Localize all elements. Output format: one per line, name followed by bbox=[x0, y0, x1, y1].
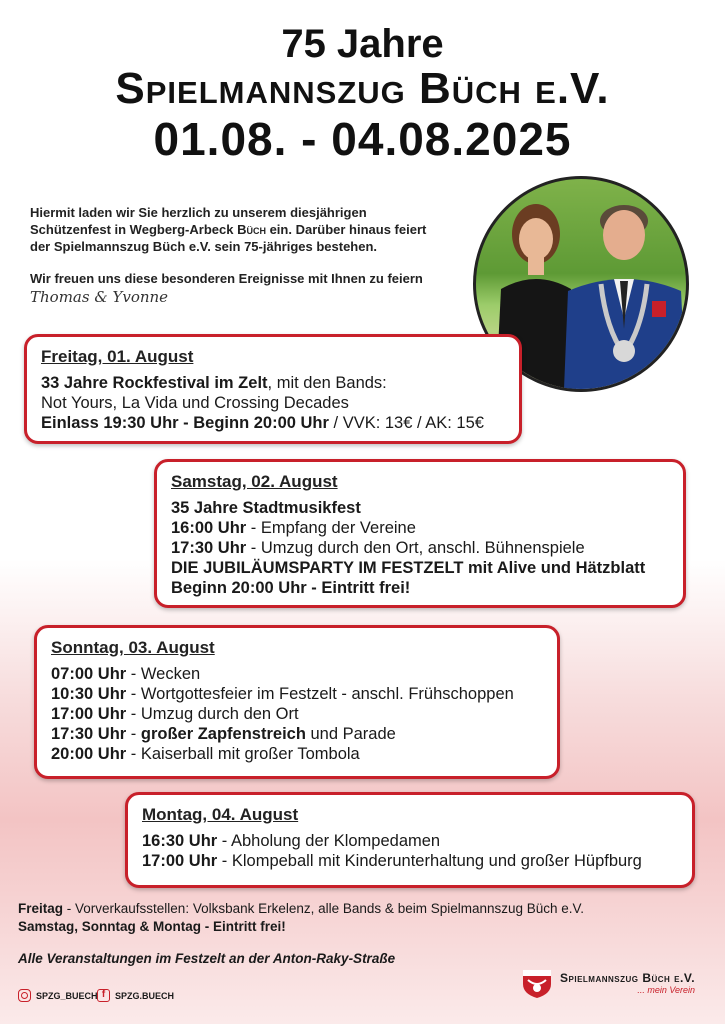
friday-bands: Not Yours, La Vida und Crossing Decades bbox=[41, 394, 349, 412]
instagram-handle: SPZG_BUECH bbox=[36, 990, 98, 1001]
logo-tagline: ... mein Verein bbox=[637, 985, 696, 995]
monday-heading: Montag, 04. August bbox=[142, 805, 299, 824]
sunday-time: 17:00 Uhr bbox=[51, 705, 127, 723]
saturday-party: DIE JUBILÄUMSPARTY IM FESTZELT mit Alive und Hätzblatt bbox=[171, 559, 646, 577]
monday-text: - Klompeball mit Kinderunterhaltung und großer Hüpfburg bbox=[217, 852, 642, 870]
friday-times: Einlass 19:30 Uhr - Beginn 20:00 Uhr bbox=[41, 414, 329, 432]
intro-buech: Büch bbox=[237, 222, 266, 237]
sunday-time: 20:00 Uhr bbox=[51, 745, 127, 763]
saturday-time-2: 17:30 Uhr bbox=[171, 539, 247, 557]
signature: Thomas & Yvonne bbox=[30, 288, 169, 306]
sunday-text: - Wortgottesfeier im Festzelt - anschl. Frühschoppen bbox=[126, 685, 514, 703]
friday-event-title-rest: , mit den Bands: bbox=[267, 374, 387, 392]
intro-line-1: Hiermit laden wir Sie herzlich zu unserem diesjährigen bbox=[30, 205, 367, 220]
sunday-text: - Kaiserball mit großer Tombola bbox=[126, 745, 360, 763]
sunday-zapfenstreich: großer Zapfenstreich bbox=[140, 725, 306, 743]
friday-heading: Freitag, 01. August bbox=[41, 347, 194, 366]
saturday-time-1: 16:00 Uhr bbox=[171, 519, 247, 537]
facebook-link[interactable] bbox=[97, 989, 174, 1002]
friday-prices: / VVK: 13€ / AK: 15€ bbox=[328, 414, 484, 432]
saturday-text-2: - Umzug durch den Ort, anschl. Bühnenspiele bbox=[246, 539, 585, 557]
sunday-text-rest: und Parade bbox=[305, 725, 396, 743]
sunday-time: 17:30 Uhr bbox=[51, 725, 127, 743]
sunday-text: - bbox=[126, 725, 141, 743]
sunday-box bbox=[34, 625, 560, 779]
footer-friday: Freitag bbox=[18, 901, 64, 916]
instagram-link[interactable] bbox=[18, 989, 98, 1002]
title-dates: 01.08. - 04.08.2025 bbox=[153, 113, 572, 165]
intro-line-2: Schützenfest in Wegberg-Arbeck bbox=[30, 222, 238, 237]
friday-box bbox=[24, 334, 522, 444]
facebook-handle: SPZG.BUECH bbox=[115, 990, 175, 1001]
monday-time: 16:30 Uhr bbox=[142, 832, 218, 850]
monday-text: - Abholung der Klompedamen bbox=[217, 832, 441, 850]
saturday-event-title: 35 Jahre Stadtmusikfest bbox=[171, 499, 361, 517]
sunday-text: - Umzug durch den Ort bbox=[126, 705, 299, 723]
intro-line-2-end: ein. Darüber hinaus feiert bbox=[265, 222, 427, 237]
saturday-start: Beginn 20:00 Uhr - Eintritt frei! bbox=[171, 579, 411, 597]
title-line-1: 75 Jahre bbox=[281, 22, 444, 66]
instagram-icon bbox=[18, 989, 31, 1002]
saturday-box bbox=[154, 459, 686, 608]
logo-name: Spielmannszug Büch e.V. bbox=[560, 971, 696, 985]
footer-free-entry: Samstag, Sonntag & Montag - Eintritt frei! bbox=[18, 919, 286, 934]
sunday-time: 07:00 Uhr bbox=[51, 665, 127, 683]
friday-event-title: 33 Jahre Rockfestival im Zelt bbox=[41, 374, 268, 392]
intro-line-4: Wir freuen uns diese besonderen Ereignisse mit Ihnen zu feiern bbox=[30, 271, 423, 286]
monday-time: 17:00 Uhr bbox=[142, 852, 218, 870]
saturday-text-1: - Empfang der Vereine bbox=[246, 519, 416, 537]
club-crest-icon bbox=[520, 966, 554, 1000]
footer-location: Alle Veranstaltungen im Festzelt an der Anton-Raky-Straße bbox=[18, 951, 396, 966]
sunday-time: 10:30 Uhr bbox=[51, 685, 127, 703]
sunday-text: - Wecken bbox=[126, 665, 201, 683]
club-logo bbox=[520, 966, 695, 1000]
title-line-2: Spielmannszug Büch e.V. bbox=[115, 64, 610, 113]
facebook-icon: f bbox=[97, 989, 110, 1002]
saturday-heading: Samstag, 02. August bbox=[171, 472, 338, 491]
monday-box bbox=[125, 792, 695, 888]
intro-line-3: der Spielmannszug Büch e.V. sein 75-jähriges bestehen. bbox=[30, 239, 378, 254]
sunday-heading: Sonntag, 03. August bbox=[51, 638, 215, 657]
footer-presale: - Vorverkaufsstellen: Volksbank Erkelenz, alle Bands & beim Spielmannszug Büch e.V. bbox=[63, 901, 585, 916]
footer-info bbox=[18, 900, 584, 936]
